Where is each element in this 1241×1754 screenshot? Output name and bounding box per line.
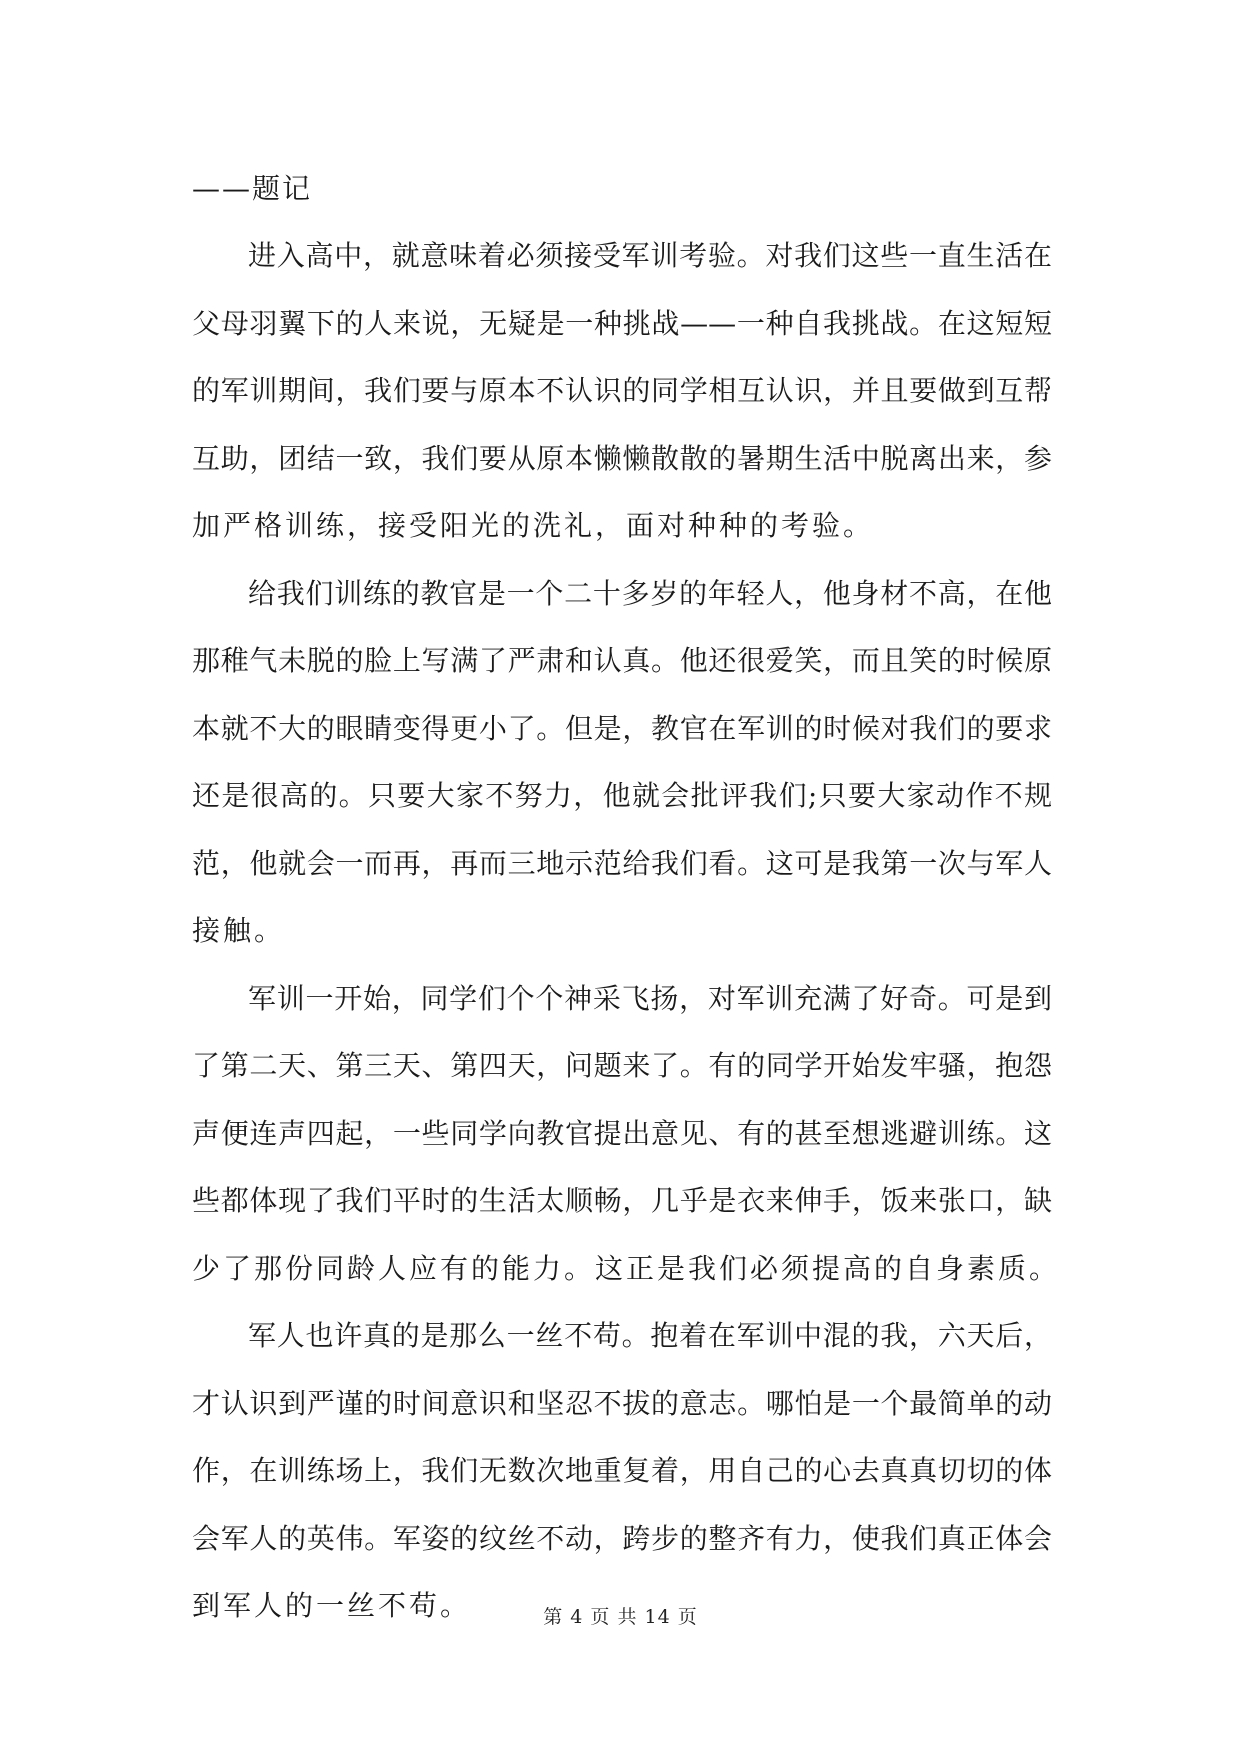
paragraph-3: [192, 965, 1061, 1303]
paragraph-line: 少了那份同龄人应有的能力。这正是我们必须提高的自身素质。: [192, 1251, 1061, 1285]
paragraph-line: 的军训期间，我们要与原本不认识的同学相互认识，并且要做到互帮: [192, 374, 1052, 407]
paragraph-line: 会军人的英伟。军姿的纹丝不动，跨步的整齐有力，使我们真正体会: [192, 1521, 1052, 1555]
paragraph-line: 军训一开始，同学们个个神采飞扬，对军训充满了好奇。可是到: [248, 981, 1052, 1015]
paragraph-line: 作，在训练场上，我们无数次地重复着，用自己的心去真真切切的体: [192, 1454, 1052, 1487]
paragraph-line: 些都体现了我们平时的生活太顺畅，几乎是衣来伸手，饭来张口，缺: [192, 1184, 1052, 1217]
paragraph-line: 接触。: [192, 914, 286, 947]
document-body: [192, 156, 1061, 1640]
paragraph-4: [192, 1302, 1052, 1640]
paragraph-line: 还是很高的。只要大家不努力，他就会批评我们;只要大家动作不规: [192, 779, 1052, 812]
paragraph-2: [192, 560, 1052, 965]
paragraph-line: 互助，团结一致，我们要从原本懒懒散散的暑期生活中脱离出来，参: [192, 441, 1052, 475]
paragraph-line: 到军人的一丝不苟。: [192, 1589, 472, 1622]
paragraph-line: 才认识到严谨的时间意识和坚忍不拔的意志。哪怕是一个最简单的动: [192, 1386, 1052, 1420]
paragraph-line: 那稚气未脱的脸上写满了严肃和认真。他还很爱笑，而且笑的时候原: [192, 644, 1052, 677]
paragraph-line: 给我们训练的教官是一个二十多岁的年轻人，他身材不高，在他: [248, 576, 1052, 610]
paragraph-1: [192, 222, 1052, 560]
paragraph-line: 了第二天、第三天、第四天，问题来了。有的同学开始发牢骚，抱怨: [192, 1049, 1052, 1082]
paragraph-line: 父母羽翼下的人来说，无疑是一种挑战——一种自我挑战。在这短短: [192, 306, 1052, 340]
paragraph-line: 本就不大的眼睛变得更小了。但是，教官在军训的时候对我们的要求: [192, 711, 1052, 745]
paragraph-line: 军人也许真的是那么一丝不苟。抱着在军训中混的我，六天后，: [248, 1319, 1052, 1352]
page-number-footer: 第 4 页 共 14 页: [543, 1606, 698, 1628]
paragraph-line: 进入高中，就意味着必须接受军训考验。对我们这些一直生活在: [248, 239, 1052, 272]
paragraph-line: 声便连声四起，一些同学向教官提出意见、有的甚至想逃避训练。这: [192, 1116, 1052, 1150]
paragraph-line: 加严格训练，接受阳光的洗礼，面对种种的考验。: [192, 509, 875, 542]
paragraph-line: 范，他就会一而再，再而三地示范给我们看。这可是我第一次与军人: [192, 846, 1052, 880]
epigraph: ——题记: [192, 172, 313, 205]
